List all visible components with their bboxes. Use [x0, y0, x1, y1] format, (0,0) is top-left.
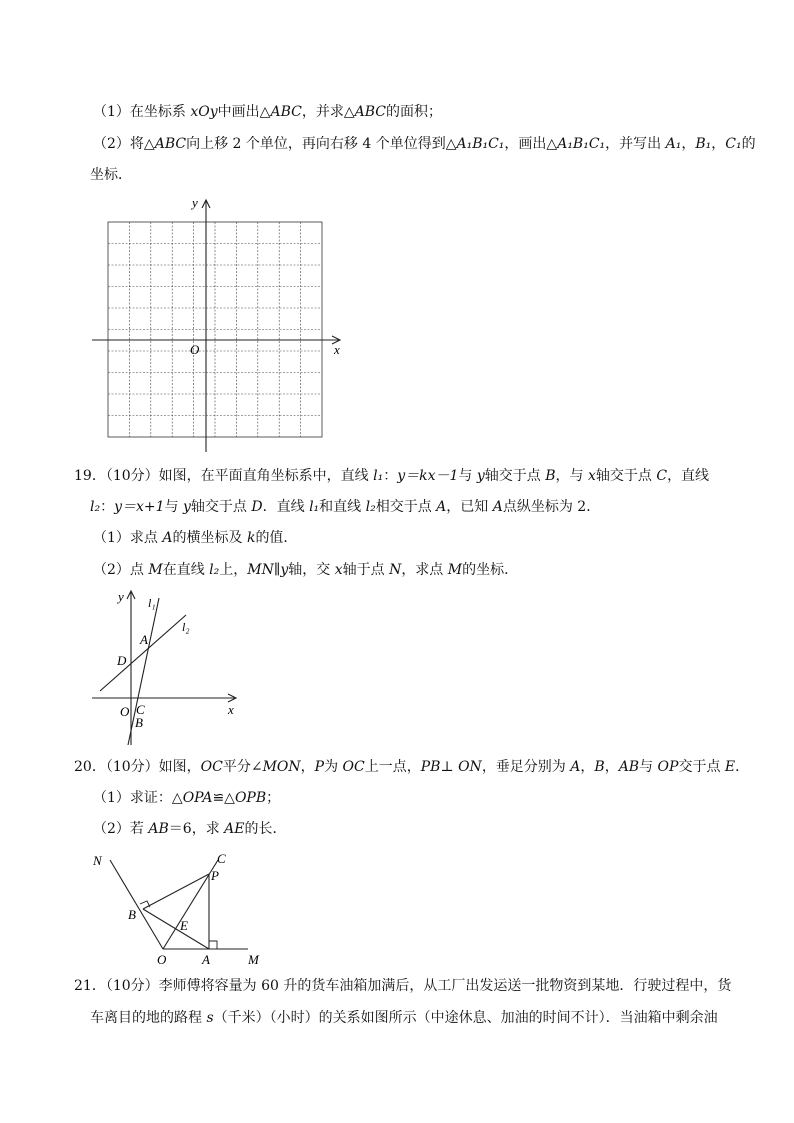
- fig20-B: B: [128, 907, 136, 922]
- fig20-P: P: [211, 868, 219, 883]
- grid-x-label: x: [334, 342, 340, 357]
- line-l2: [100, 615, 186, 691]
- q21-stem-line2: 车离目的地的路程 s（千米）（小时）的关系如图所示（中途休息、加油的时间不计）．当油箱中剩余油: [90, 1010, 718, 1026]
- fig20-C: C: [217, 851, 226, 866]
- fig20-O: O: [157, 952, 167, 967]
- q20-figure: [88, 848, 278, 968]
- q20-part1: （1）求证：△OPA≌△OPB；: [93, 790, 281, 806]
- q21-stem-line1: 21．（10分）李师傅将容量为 60 升的货车油箱加满后，从工厂出发运送一批物资到某地．行驶过程中，货: [74, 978, 732, 994]
- fig20-E: E: [180, 918, 188, 933]
- ray-OC: [163, 860, 218, 949]
- q19-part1: （1）求点 A的横坐标及 k的值．: [93, 530, 298, 546]
- fig19-C: C: [136, 702, 145, 717]
- fig19-x: x: [228, 702, 234, 717]
- q19-figure: [88, 585, 248, 750]
- q20-part2: （2）若 AB＝6，求 AE的长．: [93, 821, 287, 837]
- fig19-O: O: [120, 704, 130, 719]
- grid-origin-label: O: [190, 342, 200, 357]
- fig20-A: A: [202, 952, 210, 967]
- fig19-l1: l₁: [148, 596, 156, 610]
- grid-y-label: y: [192, 195, 198, 210]
- line-l1: [128, 598, 159, 745]
- ray-ON: [110, 860, 163, 949]
- fig20-M: M: [248, 952, 259, 967]
- fig19-A: A: [140, 632, 148, 647]
- q18-part1: （1）在坐标系 xOy中画出△ABC，并求△ABC的面积；: [93, 104, 442, 120]
- fig19-l2: l₂: [182, 620, 190, 634]
- coordinate-grid: [88, 194, 348, 454]
- q19-stem-line2: l₂：y＝x+1与 y轴交于点 D．直线 l₁和直线 l₂相交于点 A，已知 A点纵坐标为 2．: [90, 499, 601, 515]
- fig19-y: y: [118, 589, 124, 604]
- fig19-D: D: [117, 653, 127, 668]
- fig19-B: B: [135, 715, 143, 730]
- fig20-N: N: [93, 853, 102, 868]
- q18-part2-cont: 坐标．: [90, 167, 132, 183]
- seg-AB: [143, 909, 209, 949]
- q19-stem-line1: 19．（10分）如图，在平面直角坐标系中，直线 l₁：y＝kx－1与 y轴交于点 B，与 x轴交于点 C，直线: [74, 468, 710, 484]
- q19-part2: （2）点 M在直线 l₂上，MN∥y轴，交 x轴于点 N，求点 M的坐标．: [93, 562, 519, 578]
- q20-stem: 20．（10分）如图，OC平分∠MON，P为 OC上一点，PB⊥ ON，垂足分别为 A，B，AB与 OP交于点 E．: [74, 759, 750, 775]
- q18-part2: （2）将△ABC向上移 2 个单位，再向右移 4 个单位得到△A₁B₁C₁，画出△A₁B₁C₁，并写出 A₁，B₁，C₁的: [93, 136, 756, 152]
